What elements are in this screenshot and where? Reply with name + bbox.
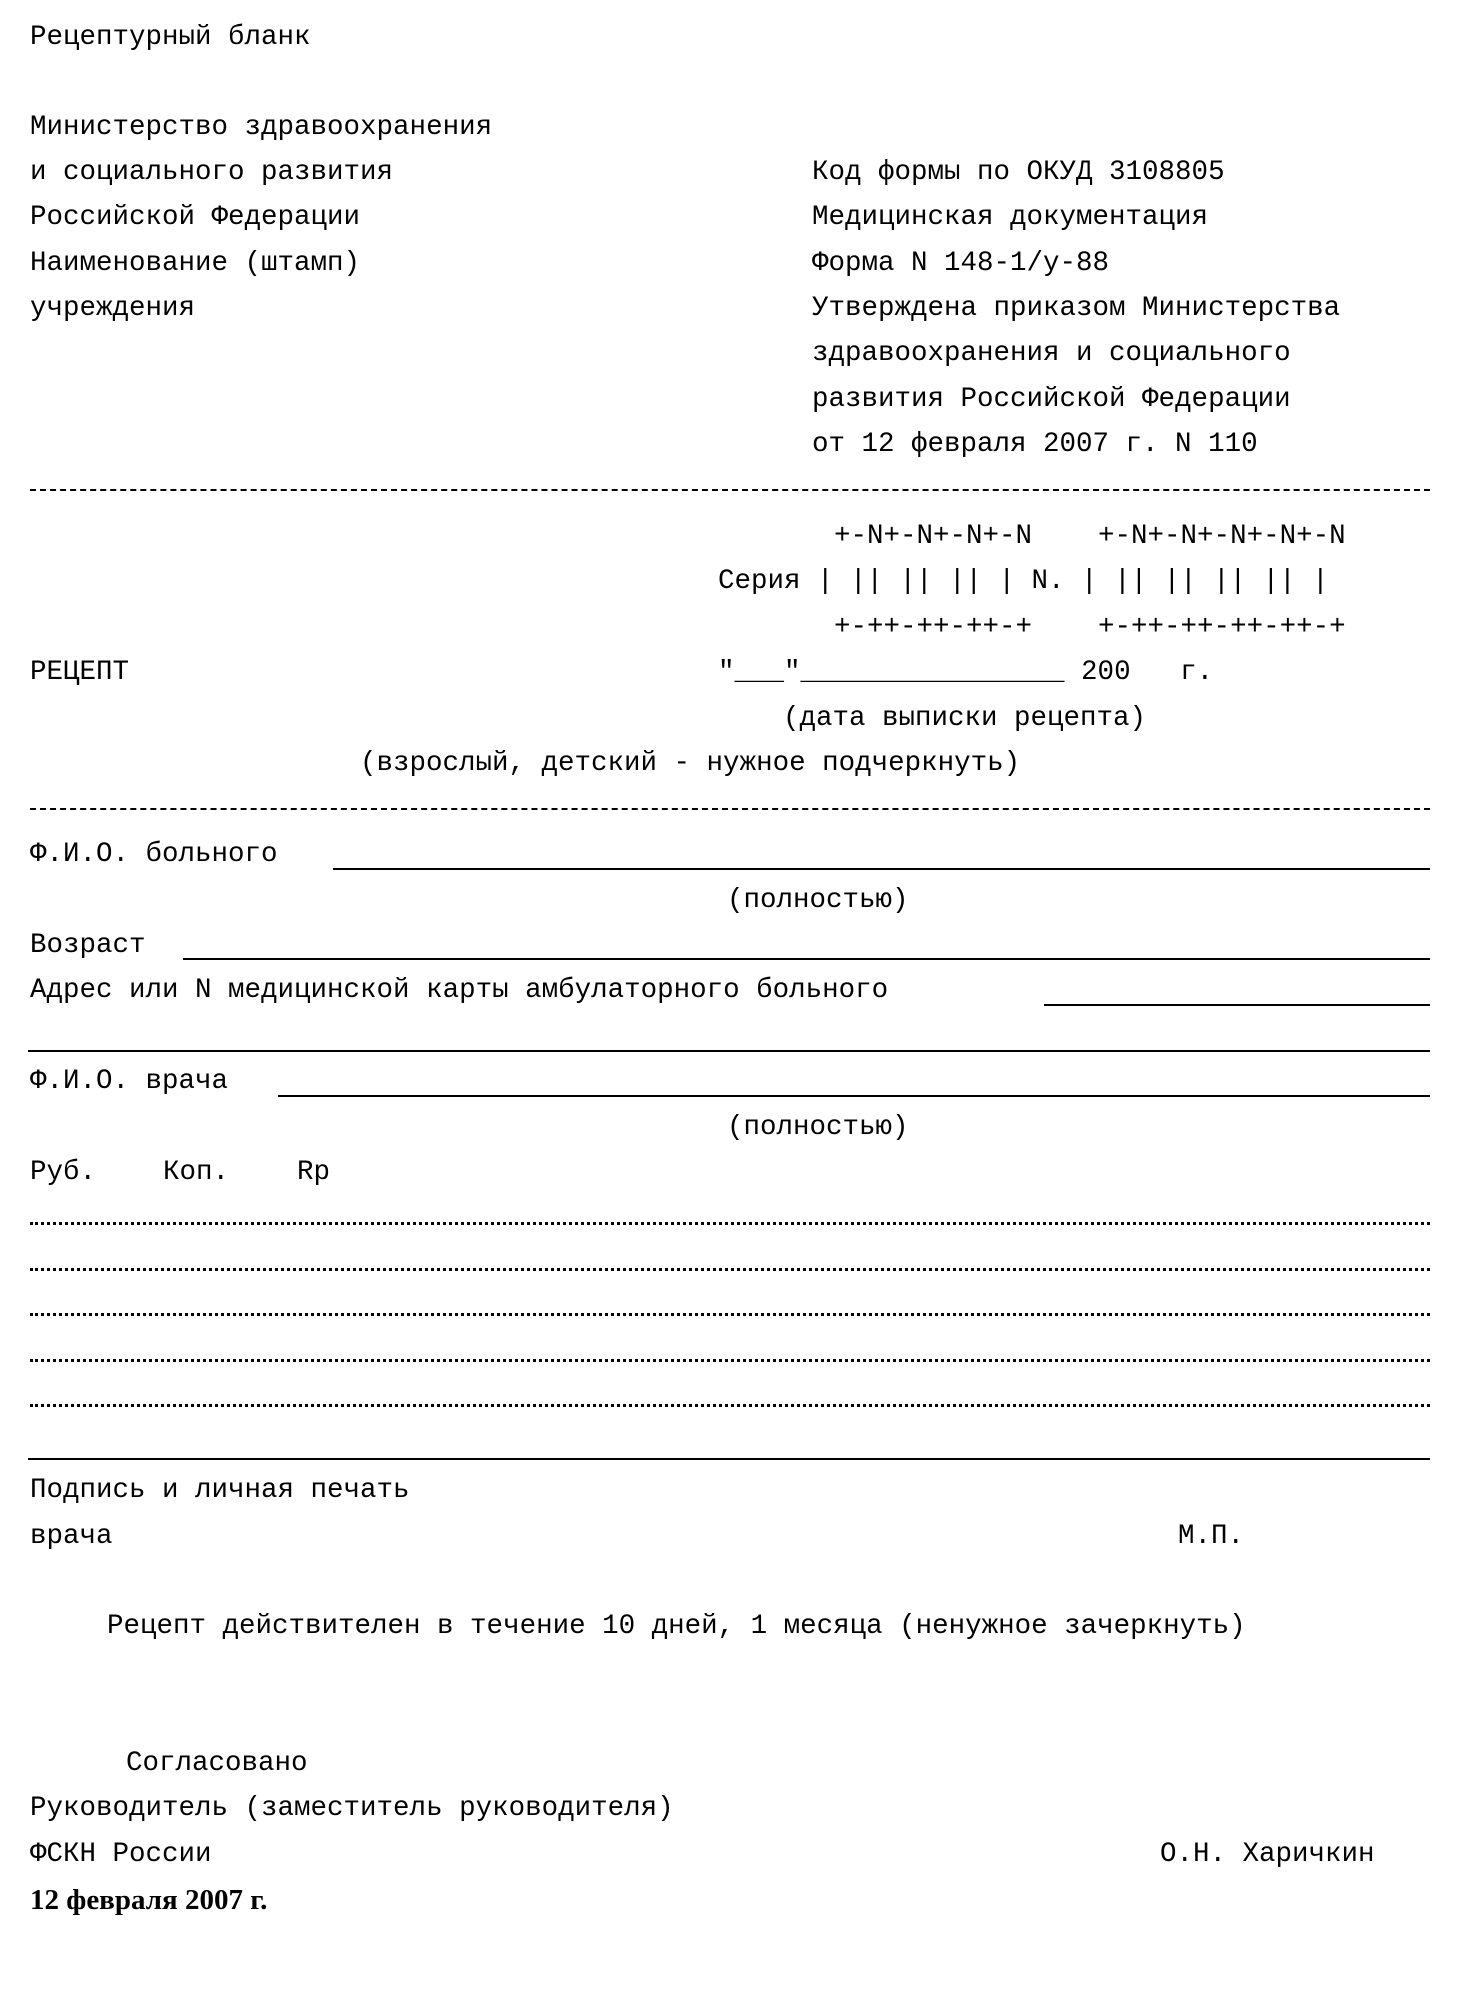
ministry-line-3: Российской Федерации bbox=[30, 202, 361, 233]
issue-date-field[interactable]: "___"________________ 200 г. bbox=[718, 657, 1214, 688]
divider-solid-1 bbox=[28, 1050, 1430, 1052]
rub-label: Руб. bbox=[30, 1157, 97, 1188]
agreed-date: 12 февраля 2007 г. bbox=[30, 1884, 268, 1916]
series-bottom-border: +-++-++-++-+ +-++-++-++-++-+ bbox=[834, 612, 1346, 643]
approval-line-1: Утверждена приказом Министерства bbox=[812, 293, 1341, 324]
doctor-name-field[interactable] bbox=[278, 1095, 1430, 1097]
kop-label: Коп. bbox=[163, 1157, 230, 1188]
stamp-place-label: М.П. bbox=[1178, 1521, 1245, 1552]
prescription-line-4[interactable] bbox=[30, 1359, 1430, 1362]
series-top-border: +-N+-N+-N+-N +-N+-N+-N+-N+-N bbox=[834, 521, 1346, 552]
form-number: Форма N 148-1/у-88 bbox=[812, 248, 1110, 279]
doctor-name-caption: (полностью) bbox=[727, 1112, 909, 1143]
approval-line-4: от 12 февраля 2007 г. N 110 bbox=[812, 429, 1258, 460]
patient-age-label: Возраст bbox=[30, 930, 146, 961]
agreed-signatory-name: О.Н. Харичкин bbox=[1160, 1839, 1375, 1870]
agreed-position: Руководитель (заместитель руководителя) bbox=[30, 1793, 674, 1824]
patient-name-field[interactable] bbox=[333, 868, 1430, 870]
rp-label: Rp bbox=[297, 1157, 331, 1188]
prescription-line-3[interactable] bbox=[30, 1313, 1430, 1316]
prescription-line-2[interactable] bbox=[30, 1268, 1430, 1271]
divider-dashed-2 bbox=[30, 808, 1430, 810]
patient-name-caption: (полностью) bbox=[727, 885, 909, 916]
patient-name-label: Ф.И.О. больного bbox=[30, 839, 278, 870]
ministry-line-2: и социального развития bbox=[30, 157, 394, 188]
okud-code: Код формы по ОКУД 3108805 bbox=[812, 157, 1225, 188]
issue-date-caption: (дата выписки рецепта) bbox=[783, 703, 1147, 734]
agreed-organization: ФСКН России bbox=[30, 1839, 212, 1870]
form-title: Рецептурный бланк bbox=[30, 22, 311, 53]
signature-label-2: врача bbox=[30, 1521, 113, 1552]
institution-label: учреждения bbox=[30, 293, 196, 324]
patient-age-field[interactable] bbox=[183, 958, 1430, 960]
age-group-caption: (взрослый, детский - нужное подчеркнуть) bbox=[360, 748, 1021, 779]
series-number-row: Серия | || || || | N. | || || || || | bbox=[718, 566, 1329, 597]
patient-address-field[interactable] bbox=[1044, 1004, 1430, 1006]
agreed-title: Согласовано bbox=[126, 1748, 308, 1779]
doctor-name-label: Ф.И.О. врача bbox=[30, 1066, 229, 1097]
doc-type: Медицинская документация bbox=[812, 202, 1209, 233]
approval-line-3: развития Российской Федерации bbox=[812, 384, 1291, 415]
divider-solid-2 bbox=[28, 1458, 1430, 1460]
signature-label-1: Подпись и личная печать bbox=[30, 1475, 410, 1506]
patient-address-label: Адрес или N медицинской карты амбулаторного больного bbox=[30, 975, 889, 1006]
prescription-line-5[interactable] bbox=[30, 1404, 1430, 1407]
ministry-line-1: Министерство здравоохранения bbox=[30, 112, 493, 143]
institution-stamp-label: Наименование (штамп) bbox=[30, 248, 361, 279]
validity-note: Рецепт действителен в течение 10 дней, 1 месяца (ненужное зачеркнуть) bbox=[107, 1611, 1246, 1642]
prescription-line-1[interactable] bbox=[30, 1222, 1430, 1225]
recipe-label: РЕЦЕПТ bbox=[30, 657, 130, 688]
divider-dashed-1 bbox=[30, 489, 1430, 491]
approval-line-2: здравоохранения и социального bbox=[812, 338, 1291, 369]
